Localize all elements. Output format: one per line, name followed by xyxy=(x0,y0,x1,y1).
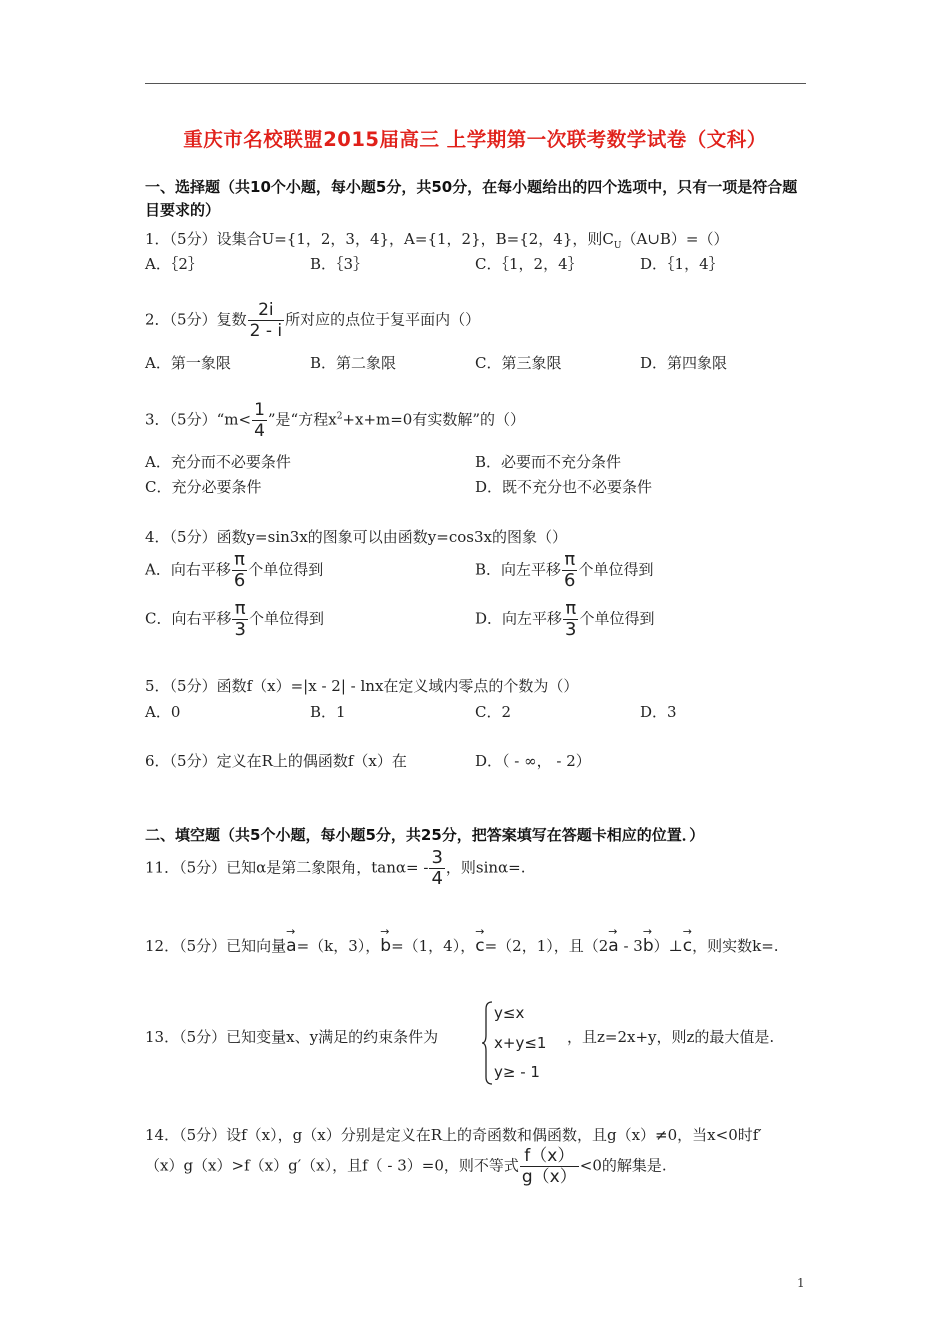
q1-option-d: D．｛1，4｝ xyxy=(640,255,724,273)
q2-stem-a: 2．（5分）复数 xyxy=(145,310,247,329)
q4-d-den: 3 xyxy=(565,619,577,640)
q3-stem-c: +x+m=0有实数解”的（） xyxy=(342,410,526,429)
q11-frac-den: 4 xyxy=(431,868,443,889)
q12-vector-b2: → b xyxy=(643,936,654,956)
q4-c-prefix: C．向右平移 xyxy=(145,609,232,628)
q3-option-a: A．充分而不必要条件 xyxy=(145,453,291,471)
q1-stem-sub: U xyxy=(613,241,622,251)
q12-tail: ，则实数k=. xyxy=(692,937,779,955)
q2-option-c: C．第三象限 xyxy=(475,354,562,372)
q12-vector-b: → b xyxy=(380,936,391,956)
q1-option-a: A．｛2｝ xyxy=(145,255,203,273)
q3-fraction xyxy=(252,400,267,441)
question-12 xyxy=(145,935,779,956)
question-6: 6．（5分）定义在R上的偶函数f（x）在 xyxy=(145,752,407,770)
q1-option-b: B．｛3｝ xyxy=(310,255,369,273)
q2-option-a: A．第一象限 xyxy=(145,354,231,372)
q12-perp: ）⊥ xyxy=(653,937,683,955)
page-number: 1 xyxy=(797,1276,805,1290)
q12-val-b: =（1，4）， xyxy=(391,937,476,955)
question-13-stem-a: 13．（5分）已知变量x、y满足的约束条件为 xyxy=(145,1028,439,1046)
question-3 xyxy=(145,400,525,441)
q3-superscript: 2 xyxy=(336,411,343,422)
q4-option-a xyxy=(145,550,323,591)
question-2 xyxy=(145,300,480,341)
fill-section-header: 二、填空题（共5个小题，每小题5分，共25分，把答案填写在答题卡相应的位置．） xyxy=(145,826,705,844)
q4-c-num: π xyxy=(234,598,246,619)
q2-stem-b: 所对应的点位于复平面内（） xyxy=(285,310,481,329)
q14-frac-den: g（x） xyxy=(521,1167,577,1187)
q11-fraction xyxy=(429,848,444,889)
q3-option-b: B．必要而不充分条件 xyxy=(475,453,622,471)
q3-option-c: C．充分必要条件 xyxy=(145,478,262,496)
q1-option-c: C．｛1，2，4｝ xyxy=(475,255,583,273)
q4-a-prefix: A．向右平移 xyxy=(145,560,231,579)
header-rule xyxy=(145,83,806,84)
q5-option-a: A．0 xyxy=(145,703,181,721)
q4-b-prefix: B．向左平移 xyxy=(475,560,562,579)
q1-stem-b: （A∪B）=（） xyxy=(621,230,729,248)
constraint-2: x+y≤1 xyxy=(494,1034,547,1052)
q5-option-b: B．1 xyxy=(310,703,346,721)
q12-val-c: =（2，1），且（2 xyxy=(484,937,609,955)
q12-stem-a: 12．（5分）已知向量 xyxy=(145,937,287,955)
q4-b-suffix: 个单位得到 xyxy=(578,560,654,579)
q12-mid: - 3 xyxy=(618,937,643,955)
question-11 xyxy=(145,848,526,889)
q3-frac-num: 1 xyxy=(254,400,265,420)
q4-option-b xyxy=(475,550,654,591)
q12-vector-a2: → a xyxy=(608,936,618,956)
q2-fraction xyxy=(248,300,284,341)
q12-vector-a: → a xyxy=(286,936,296,956)
q2-option-d: D．第四象限 xyxy=(640,354,728,372)
q4-a-fraction xyxy=(232,550,247,591)
q3-option-d: D．既不充分也不必要条件 xyxy=(475,478,653,496)
q4-d-prefix: D．向左平移 xyxy=(475,609,563,628)
q4-b-den: 6 xyxy=(564,570,576,591)
q4-a-num: π xyxy=(234,549,245,570)
q14-line2-b: <0的解集是. xyxy=(579,1156,667,1175)
q2-frac-num: 2i xyxy=(258,300,274,320)
question-4: 4．（5分）函数y=sin3x的图象可以由函数y=cos3x的图象（） xyxy=(145,528,567,546)
choice-section-header: 一、选择题（共10个小题，每小题5分，共50分，在每小题给出的四个选项中，只有一项是符合题目要求的） xyxy=(145,178,798,219)
q3-stem-a: 3．（5分）“m< xyxy=(145,410,252,429)
q2-frac-den: 2 - i xyxy=(249,321,283,341)
q4-d-num: π xyxy=(565,598,577,619)
q3-stem-b: ”是“方程x xyxy=(267,410,337,429)
q4-option-c xyxy=(145,599,324,640)
q1-stem-a: 1．（5分）设集合U={1，2，3，4}，A={1，2}，B={2，4}，则C xyxy=(145,230,614,248)
q5-option-c: C．2 xyxy=(475,703,512,721)
q5-option-d: D．3 xyxy=(640,703,677,721)
q11-stem-b: ，则sinα=. xyxy=(445,858,526,877)
question-14-line-2 xyxy=(145,1146,667,1187)
question-5: 5．（5分）函数f（x）=|x - 2| - lnx在定义域内零点的个数为（） xyxy=(145,677,579,695)
q4-c-suffix: 个单位得到 xyxy=(248,609,324,628)
paper-title: 重庆市名校联盟2015届高三 上学期第一次联考数学试卷（文科） xyxy=(183,128,767,151)
q14-fraction xyxy=(520,1146,579,1187)
q4-b-fraction xyxy=(562,550,577,591)
q4-option-d xyxy=(475,599,655,640)
q12-vector-c2: → c xyxy=(683,936,692,956)
constraint-brace xyxy=(482,1001,494,1085)
q6-option-d: D．（ - ∞， - 2） xyxy=(475,752,591,770)
q12-val-a: =（k，3）， xyxy=(296,937,381,955)
question-13-stem-b: ，且z=2x+y，则z的最大值是. xyxy=(567,1028,775,1046)
q14-frac-num: f（x） xyxy=(524,1146,575,1166)
q12-vector-c: → c xyxy=(475,936,484,956)
q4-c-den: 3 xyxy=(234,619,246,640)
q4-a-suffix: 个单位得到 xyxy=(248,560,324,579)
q4-c-fraction xyxy=(232,599,247,640)
q11-frac-num: 3 xyxy=(431,847,443,868)
q14-line2-a: （x）g（x）>f（x）g′（x），且f（ - 3）=0，则不等式 xyxy=(145,1156,519,1175)
q4-b-num: π xyxy=(564,549,576,570)
constraint-3: y≥ - 1 xyxy=(494,1063,540,1081)
q4-a-den: 6 xyxy=(233,570,246,591)
question-1 xyxy=(145,228,728,251)
q11-stem-a: 11．（5分）已知α是第二象限角，tanα= - xyxy=(145,858,429,877)
q3-frac-den: 4 xyxy=(254,421,265,441)
q4-d-suffix: 个单位得到 xyxy=(579,609,655,628)
question-14-line-1: 14．（5分）设f（x），g（x）分别是定义在R上的奇函数和偶函数，且g（x）≠0，当x<0时f′ xyxy=(145,1126,762,1144)
q2-option-b: B．第二象限 xyxy=(310,354,397,372)
q4-d-fraction xyxy=(563,599,578,640)
constraint-1: y≤x xyxy=(494,1004,525,1022)
